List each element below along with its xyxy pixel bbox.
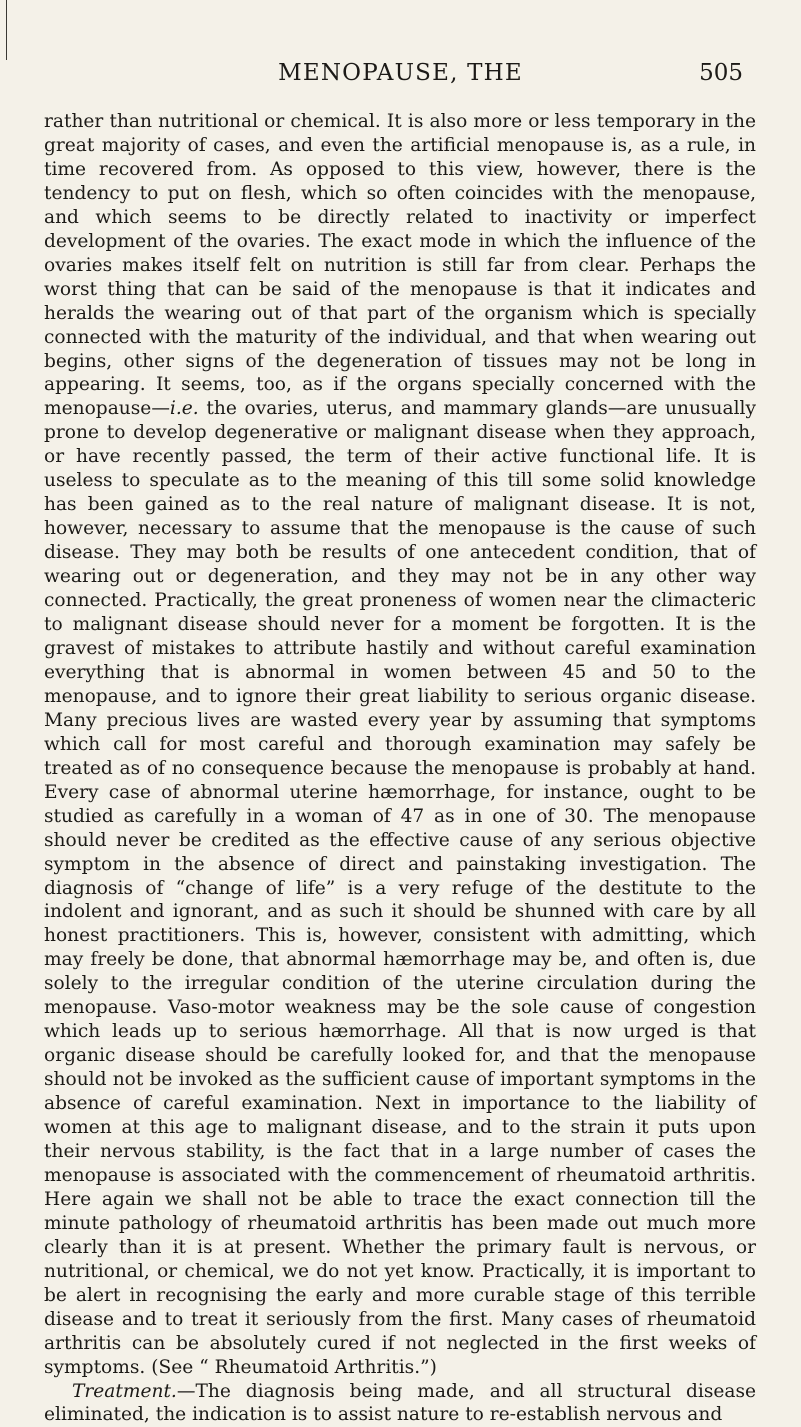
page-number: 505 [699, 60, 743, 86]
running-title: MENOPAUSE, THE [278, 60, 523, 86]
page-header [0, 52, 801, 92]
paragraph-treatment [44, 1380, 756, 1427]
page-edge-line [6, 0, 7, 60]
paragraph-1-part-a: rather than nutritional or chemical. It is also more or less temporary in the great majority of cases, and even the artificial menopause is, as a rule, in time recovered from. As opposed to this view, however, there is the tendency to put on flesh, which so often coincides with the menopause, and which seems to be directly related to inactivity or imperfect development of the ovaries. The exact mode in which the influence of the ovaries makes itself felt on nutrition is still far from clear. Perhaps the worst thing that can be said of the menopause is that it indicates and heralds the wearing out of that part of the organism which is specially connected with the maturity of the individual, and that when wearing out begins, other signs of the degeneration of tissues may not be long in appearing. It seems, too, as if the organs specially concerned with the menopause— [44, 111, 756, 420]
paragraph-2-text: —The diagnosis being made, and all structural disease eliminated, the indication is to assist nature to re-establish nervous and [44, 1380, 756, 1426]
body-text [44, 110, 756, 1427]
paragraph-continuation [44, 110, 756, 1380]
paragraph-1-part-b: the ovaries, uterus, and mammary glands—are unusually prone to develop degenerative or malignant disease when they approach, or have recently passed, the term of their active functional life. It is useless to speculate as to the meaning of this till some solid knowledge has been gained as to the real nature of malignant disease. It is not, however, necessary to assume that the menopause is the cause of such disease. They may both be results of one antecedent condition, that of wearing out or degeneration, and they may not be in any other way connected. Practically, the great proneness of women near the climacteric to malignant disease should never for a moment be forgotten. It is the gravest of mistakes to attribute hastily and without careful examination everything that is abnormal in women between 45 and 50 to the menopause, and to ignore their great liability to serious organic disease. Many precious lives are wasted every year by assuming that symptoms which call for most careful and thorough examination may safely be treated as of no consequence because the menopause is probably at hand. Every case of abnormal uterine hæmorrhage, for instance, ought to be studied as carefully in a woman of 47 as in one of 30. The menopause should never be credited as the effective cause of any serious objective symptom in the absence of direct and painstaking investigation. The diagnosis of “change of life” is a very refuge of the destitute to the indolent and ignorant, and as such it should be shunned with care by all honest practitioners. This is, however, consistent with admitting, which may freely be done, that abnormal hæmorrhage may be, and often is, due solely to the irregular condition of the uterine circulation during the menopause. Vaso-motor weakness may be the sole cause of congestion which leads up to serious hæmorrhage. All that is now urged is that organic disease should be carefully looked for, and that the menopause should not be invoked as the sufficient cause of important symptoms in the absence of careful examination. Next in importance to the liability of women at this age to malignant disease, and to the strain it puts upon their nervous stability, is the fact that in a large number of cases the menopause is associated with the commencement of rheumatoid arthritis. Here again we shall not be able to trace the exact connection till the minute pathology of rheumatoid arthritis has been made out much more clearly than it is at present. Whether the primary fault is nervous, or nutritional, or chemical, we do not yet know. Practically, it is important to be alert in recognising the early and more curable stage of this terrible disease and to treat it seriously from the first. Many cases of rheumatoid arthritis can be absolutely cured if not neglected in the first weeks of symptoms. (See “ Rheumatoid Arthritis.”) [44, 398, 756, 1378]
ie-abbreviation: i.e. [169, 398, 199, 420]
treatment-label: Treatment. [72, 1380, 177, 1402]
